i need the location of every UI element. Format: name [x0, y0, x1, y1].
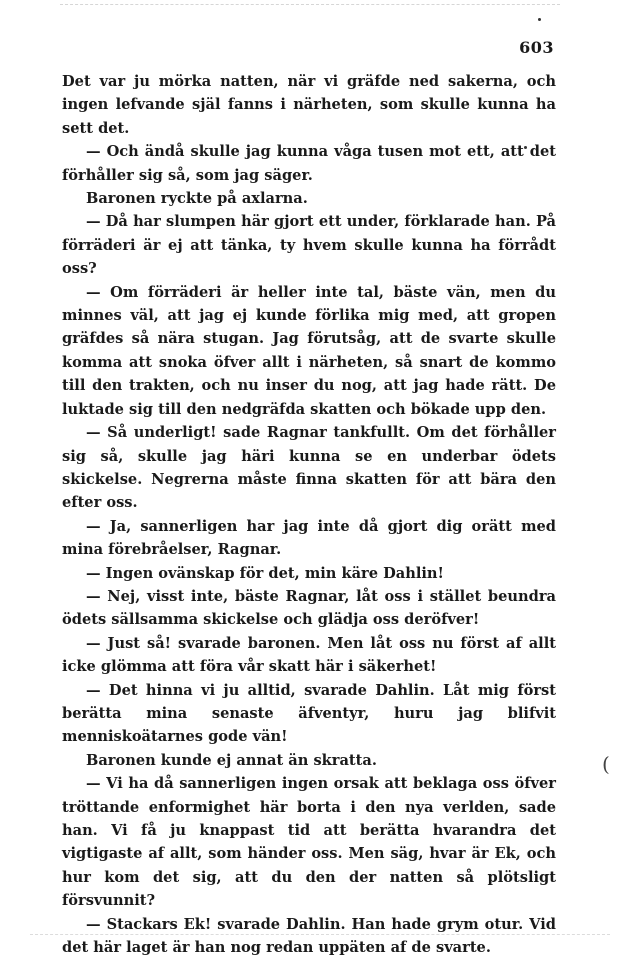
paragraph: — Vi ha då sannerligen ingen orsak att beklaga oss öfver tröttande enformighet här borta i den nya verlden, sade han. Vi få ju knappast tid att berätta hvarandra det vigtigaste af allt, som händer oss. Men säg, hvar är Ek, och hur kom det sig, att du den der natten så plötsligt försvunnit?: [62, 775, 556, 910]
paragraph: Baronen ryckte på axlarna.: [86, 190, 308, 208]
margin-mark: (: [602, 752, 610, 776]
paragraph: — Om förräderi är heller inte tal, bäste vän, men du minnes väl, att jag ej kunde förlika mig med, att gropen gräfdes så nära stugan. Jag förutsåg, att de svarte skulle komma att snoka öfver allt i närheten, så snart de kommo till den trakten, och nu inser du nog, att jag hade rätt. De luktade sig till den nedgräfda skatten och bökade upp den.: [62, 283, 556, 418]
paragraph: — Ingen ovänskap för det, min käre Dahlin!: [86, 564, 444, 582]
paragraph: — Då har slumpen här gjort ett under, förklarade han. På förräderi är ej att tänka, ty hvem skulle kunna ha förrådt oss?: [62, 213, 556, 278]
paragraph: — Så underligt! sade Ragnar tankfullt. Om det förhåller sig så, skulle jag häri kunna se en underbar ödets skickelse. Negrerna måste finna skatten för att bära den efter oss.: [62, 424, 556, 512]
page-number: 603: [519, 38, 554, 57]
paragraph: — Stackars Ek! svarade Dahlin. Han hade grym otur. Vid det här laget är han nog redan uppäten af de svarte.: [62, 915, 556, 957]
paragraph: — Ja, sannerligen har jag inte då gjort dig orätt med mina förebråelser, Ragnar.: [62, 517, 556, 559]
bottom-scan-edge: [30, 934, 610, 935]
paragraph: Det var ju mörka natten, när vi gräfde ned sakerna, och ingen lefvande själ fanns i närheten, som skulle kunna ha sett det.: [62, 73, 556, 137]
paragraph: — Just så! svarade baronen. Men låt oss nu först af allt icke glömma att föra vår skatt här i säkerhet!: [62, 634, 556, 676]
body-text: [62, 70, 556, 959]
ink-speck: [538, 18, 541, 21]
paragraph: — Nej, visst inte, bäste Ragnar, låt oss i stället beundra ödets sällsamma skickelse och glädja oss deröfver!: [62, 587, 556, 629]
top-scan-edge: [60, 4, 560, 5]
paragraph: — Och ändå skulle jag kunna våga tusen mot ett, att det förhåller sig så, som jag säger.: [62, 143, 556, 184]
paragraph: Baronen kunde ej annat än skratta.: [86, 751, 377, 769]
paragraph: — Det hinna vi ju alltid, svarade Dahlin. Låt mig först berätta mina senaste äfventyr, huru jag blifvit menniskoätarnes gode vän!: [62, 681, 556, 746]
